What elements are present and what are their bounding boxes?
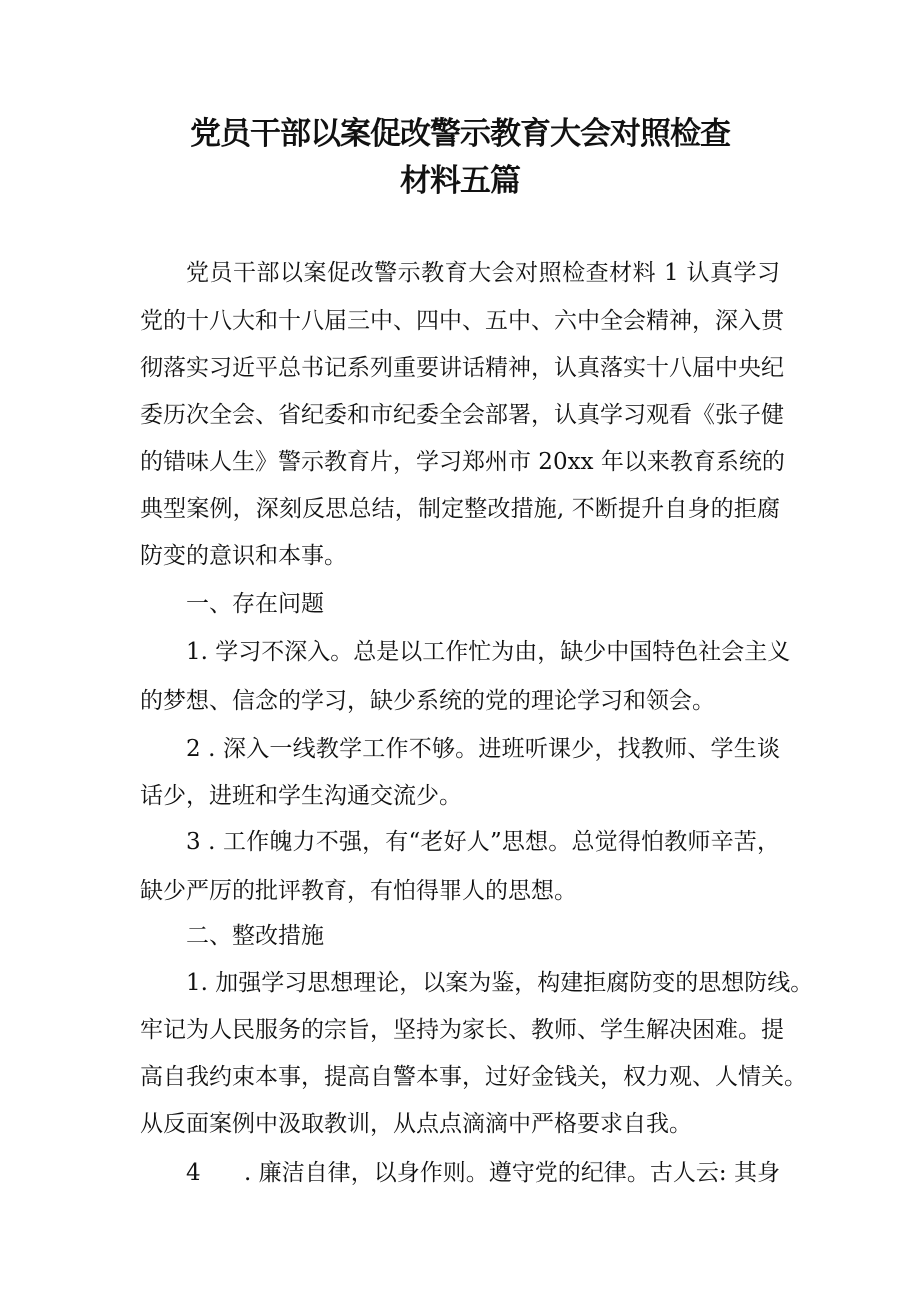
paragraph-line: 1. 学习不深入。总是以工作忙为由，缺少中国特色社会主义 [186, 639, 791, 665]
paragraph-line: 委历次全会、省纪委和市纪委全会部署，认真学习观看《张子健 [140, 402, 784, 428]
paragraph-line: 1. 加强学习思想理论，以案为鉴，构建拒腐防变的思想防线。 [186, 970, 814, 996]
document-title-line-2: 材料五篇 [400, 163, 520, 199]
paragraph-line: 的错味人生》警示教育片，学习郑州市 20xx 年以来教育系统的 [140, 449, 785, 475]
paragraph-line: . 廉洁自律，以身作则。遵守党的纪律。古人云: 其身 [244, 1160, 780, 1186]
paragraph-line: 防变的意识和本事。 [140, 543, 347, 569]
item-number: 4 [186, 1160, 201, 1186]
section-heading-problems: 一、存在问题 [186, 591, 324, 617]
paragraph-line: 从反面案例中汲取教训，从点点滴滴中严格要求自我。 [140, 1111, 692, 1137]
paragraph-line: 的梦想、信念的学习，缺少系统的党的理论学习和领会。 [140, 688, 715, 714]
paragraph-line: 话少，进班和学生沟通交流少。 [140, 783, 462, 809]
paragraph-line: 高自我约束本事，提高自警本事，过好金钱关，权力观、人情关。 [140, 1064, 807, 1090]
document-title-line-1: 党员干部以案促改警示教育大会对照检查 [190, 116, 730, 152]
paragraph-line: 3 . 工作魄力不强，有“老好人”思想。总觉得怕教师辛苦， [186, 829, 780, 855]
paragraph-line: 2 . 深入一线教学工作不够。进班听课少，找教师、学生谈 [186, 736, 780, 762]
paragraph-line: 缺少严厉的批评教育，有怕得罪人的思想。 [140, 878, 577, 904]
paragraph-line: 党员干部以案促改警示教育大会对照检查材料 1 认真学习 [186, 260, 780, 286]
section-heading-measures: 二、整改措施 [186, 923, 324, 949]
paragraph-line: 典型案例，深刻反思总结，制定整改措施, 不断提升自身的拒腐 [140, 496, 780, 522]
paragraph-line: 牢记为人民服务的宗旨，坚持为家长、教师、学生解决困难。提 [140, 1017, 784, 1043]
paragraph-line: 彻落实习近平总书记系列重要讲话精神，认真落实十八届中央纪 [140, 355, 784, 381]
paragraph-line: 党的十八大和十八届三中、四中、五中、六中全会精神，深入贯 [140, 308, 784, 334]
